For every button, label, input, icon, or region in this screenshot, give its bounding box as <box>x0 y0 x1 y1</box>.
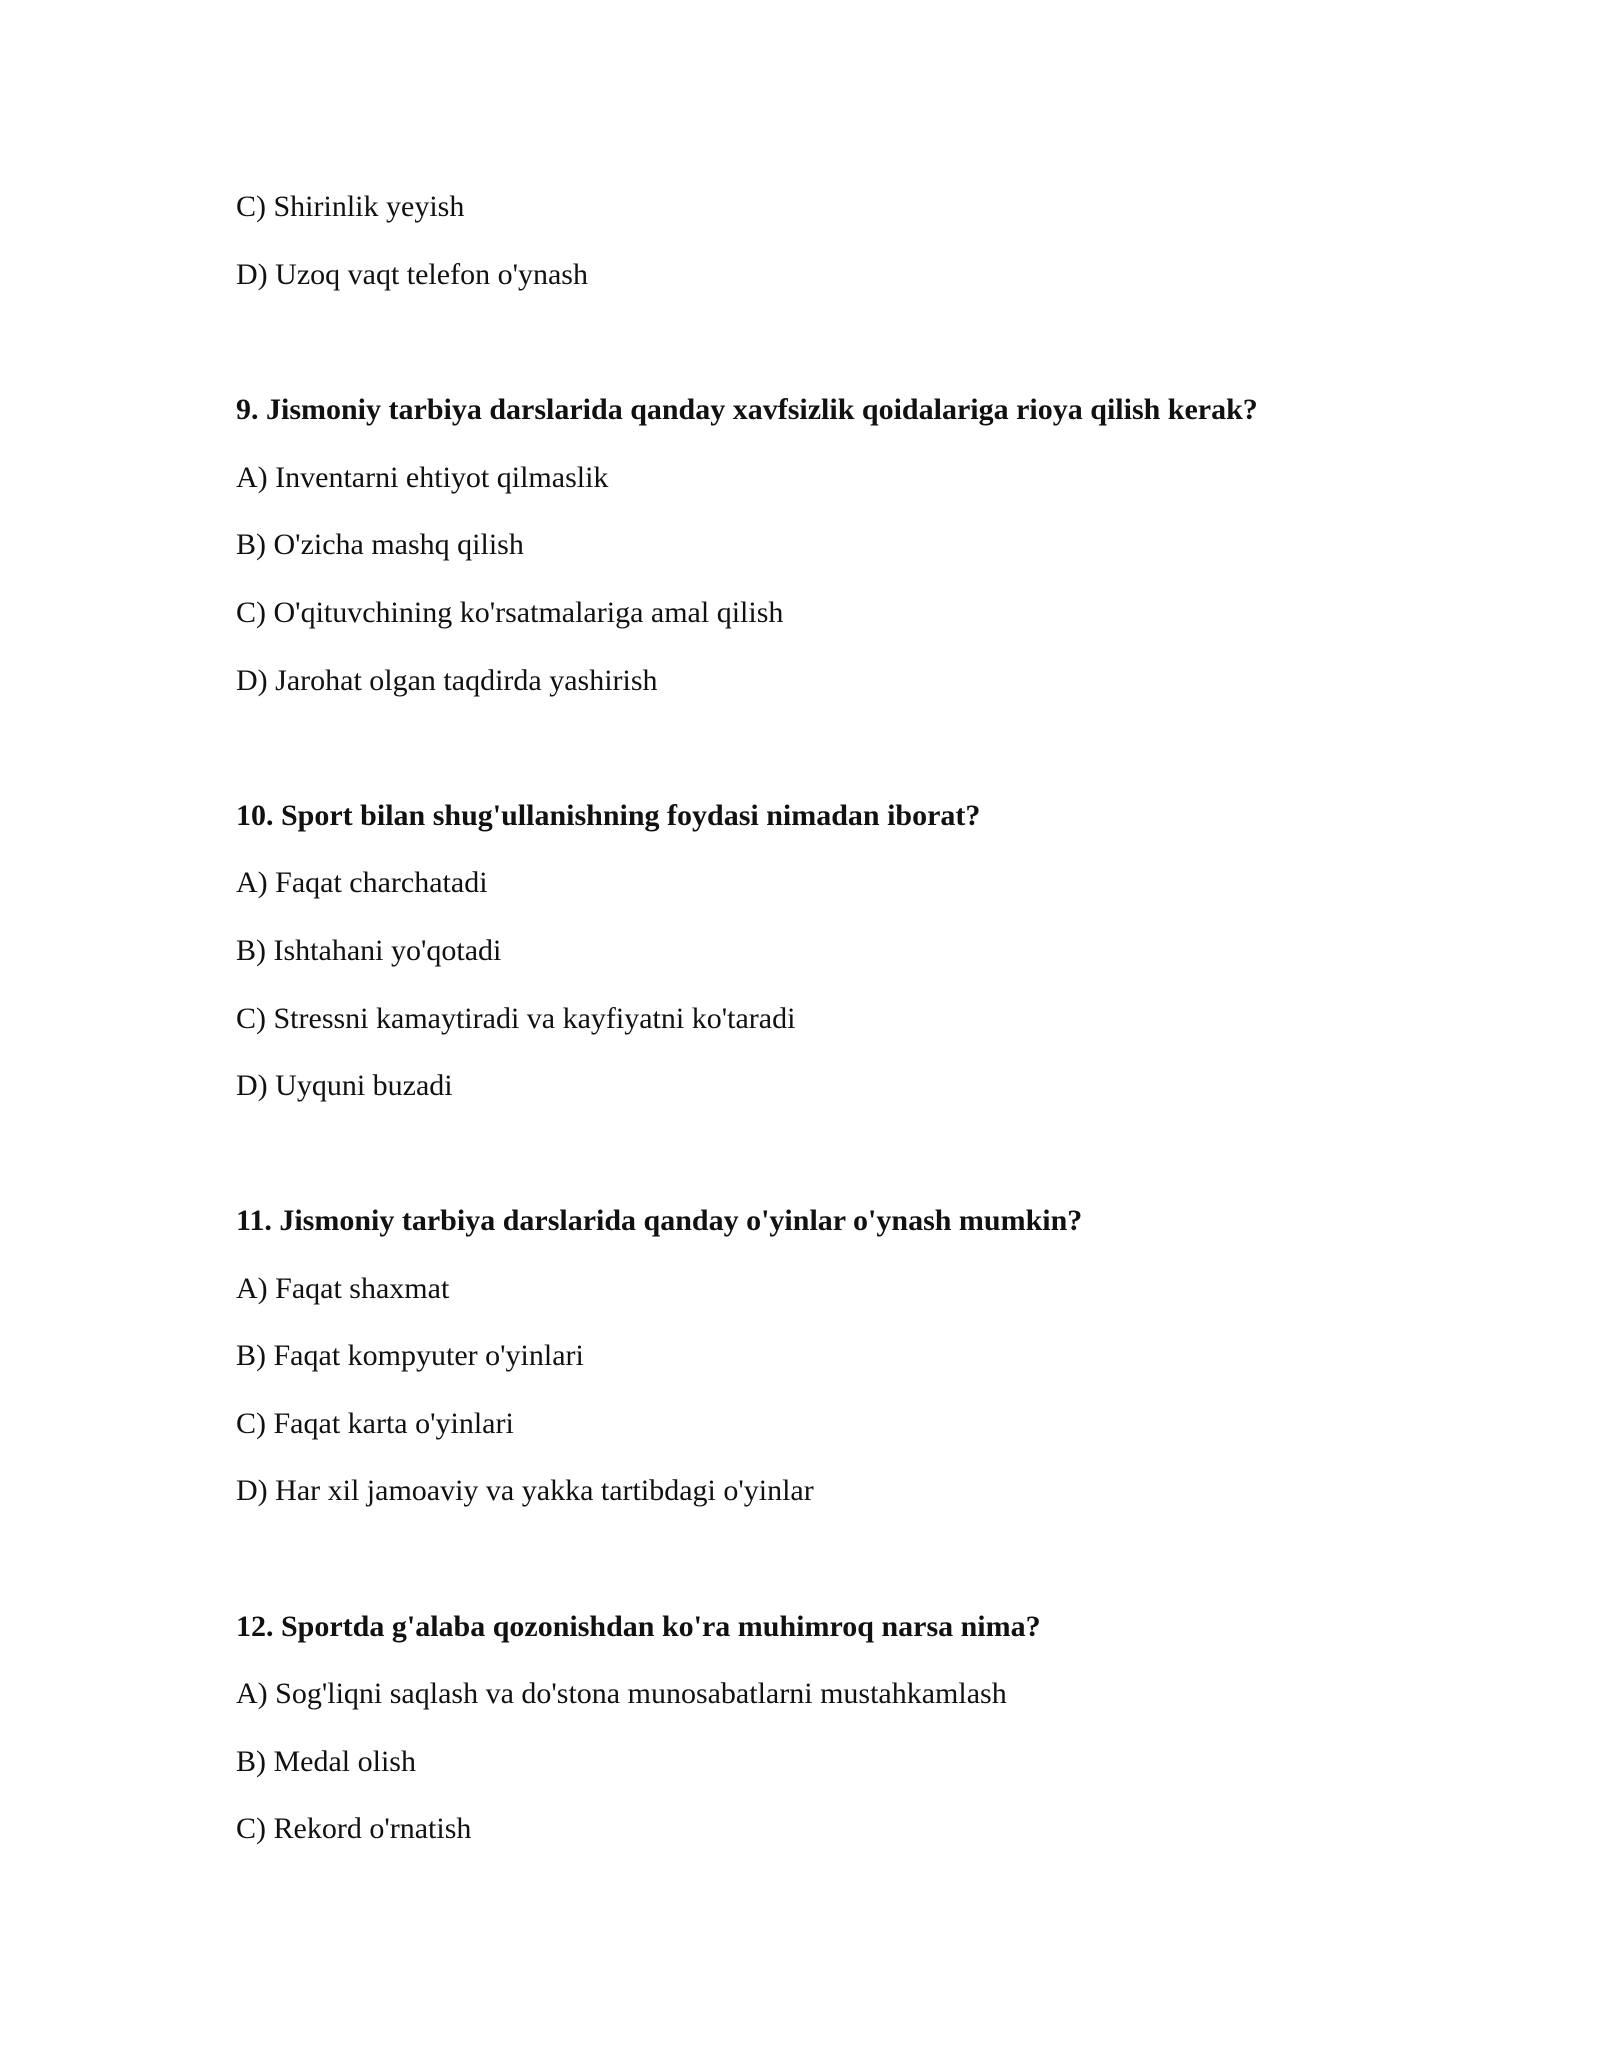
question-9: 9. Jismoniy tarbiya darslarida qanday xavfsizlik qoidalariga rioya qilish kerak? <box>236 393 1258 426</box>
option-9c: C) O'qituvchining ko'rsatmalariga amal qilish <box>236 596 784 629</box>
option-12c: C) Rekord o'rnatish <box>236 1812 472 1845</box>
question-11: 11. Jismoniy tarbiya darslarida qanday o'yinlar o'ynash mumkin? <box>236 1204 1083 1237</box>
option-10c: C) Stressni kamaytiradi va kayfiyatni ko'taradi <box>236 1002 796 1035</box>
option-8d: D) Uzoq vaqt telefon o'ynash <box>236 258 588 291</box>
question-12: 12. Sportda g'alaba qozonishdan ko'ra muhimroq narsa nima? <box>236 1610 1041 1643</box>
option-10a: A) Faqat charchatadi <box>236 866 488 899</box>
option-11d: D) Har xil jamoaviy va yakka tartibdagi o'yinlar <box>236 1474 814 1507</box>
option-12b: B) Medal olish <box>236 1745 416 1778</box>
option-11c: C) Faqat karta o'yinlari <box>236 1407 514 1440</box>
option-12a: A) Sog'liqni saqlash va do'stona munosabatlarni mustahkamlash <box>236 1677 1007 1710</box>
option-8c: C) Shirinlik yeyish <box>236 190 465 223</box>
option-11b: B) Faqat kompyuter o'yinlari <box>236 1339 584 1372</box>
option-10b: B) Ishtahani yo'qotadi <box>236 934 502 967</box>
option-11a: A) Faqat shaxmat <box>236 1272 450 1305</box>
question-10: 10. Sport bilan shug'ullanishning foydasi nimadan iborat? <box>236 799 981 832</box>
option-9a: A) Inventarni ehtiyot qilmaslik <box>236 461 609 494</box>
option-9d: D) Jarohat olgan taqdirda yashirish <box>236 664 658 697</box>
option-10d: D) Uyquni buzadi <box>236 1069 453 1102</box>
option-9b: B) O'zicha mashq qilish <box>236 528 524 561</box>
